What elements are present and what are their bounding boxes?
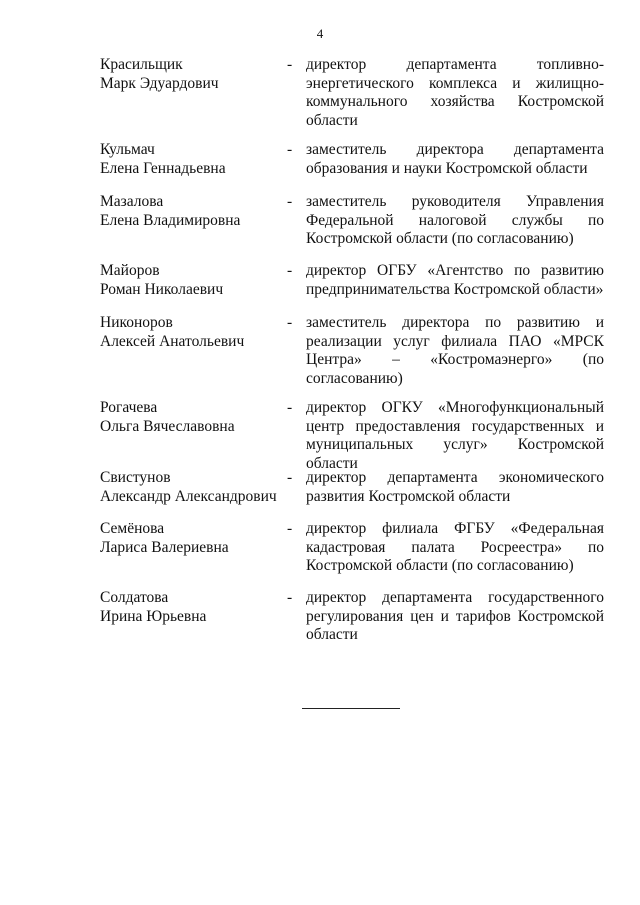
- member-given-name: Ирина Юрьевна: [100, 607, 207, 625]
- member-surname: Солдатова: [100, 589, 169, 606]
- member-surname: Никоноров: [100, 314, 173, 331]
- entry-dash: -: [287, 262, 293, 279]
- member-position: директор ОГКУ «Многофункциональный центр предоставления государственных и муниципальных услуг» Костромской области: [306, 399, 604, 472]
- member-position: заместитель директора по развитию и реализации услуг филиала ПАО «МРСК Центра» – «Костромаэнерго» (по согласованию): [306, 314, 604, 387]
- page-number: 4: [316, 26, 324, 41]
- member-position: заместитель руководителя Управления Федеральной налоговой службы по Костромской области (по согласованию): [306, 193, 604, 247]
- entry-dash: -: [287, 589, 293, 606]
- entry-dash: -: [287, 193, 293, 210]
- member-position: директор ОГБУ «Агентство по развитию предпринимательства Костромской области»: [306, 262, 604, 298]
- member-name: [100, 56, 293, 93]
- member-position: директор филиала ФГБУ «Федеральная кадастровая палата Росреестра» по Костромской области (по согласованию): [306, 520, 604, 574]
- entry-dash: -: [287, 469, 293, 486]
- member-name: [100, 520, 293, 557]
- member-position: директор департамента топливно-энергетического комплекса и жилищно-коммунального хозяйства Костромской области: [306, 56, 604, 129]
- member-surname: Майоров: [100, 262, 160, 279]
- member-position: заместитель директора департамента образования и науки Костромской области: [306, 141, 604, 177]
- member-given-name: Роман Николаевич: [100, 280, 224, 298]
- member-given-name: Алексей Анатольевич: [100, 332, 245, 350]
- member-surname: Кульмач: [100, 141, 155, 158]
- member-position: директор департамента экономического развития Костромской области: [306, 469, 604, 505]
- entry-dash: -: [287, 56, 293, 73]
- member-name: [100, 399, 293, 436]
- entry-dash: -: [287, 520, 293, 537]
- member-name: [100, 589, 293, 626]
- member-surname: Свистунов: [100, 469, 171, 486]
- member-name: [100, 469, 293, 506]
- member-given-name: Александр Александрович: [100, 487, 277, 505]
- closing-divider: [302, 708, 400, 709]
- entry-dash: -: [287, 399, 293, 416]
- member-surname: Красильщик: [100, 56, 183, 73]
- member-given-name: Ольга Вячеславовна: [100, 417, 235, 435]
- member-surname: Семёнова: [100, 520, 165, 537]
- entry-dash: -: [287, 141, 293, 158]
- member-surname: Мазалова: [100, 193, 164, 210]
- entry-dash: -: [287, 314, 293, 331]
- member-given-name: Марк Эдуардович: [100, 74, 219, 92]
- member-position: директор департамента государственного регулирования цен и тарифов Костромской области: [306, 589, 604, 643]
- member-name: [100, 314, 293, 351]
- member-given-name: Елена Владимировна: [100, 211, 241, 229]
- member-name: [100, 141, 293, 178]
- member-surname: Рогачева: [100, 399, 158, 416]
- member-name: [100, 193, 293, 230]
- member-name: [100, 262, 293, 299]
- member-given-name: Елена Геннадьевна: [100, 159, 226, 177]
- member-given-name: Лариса Валериевна: [100, 538, 229, 556]
